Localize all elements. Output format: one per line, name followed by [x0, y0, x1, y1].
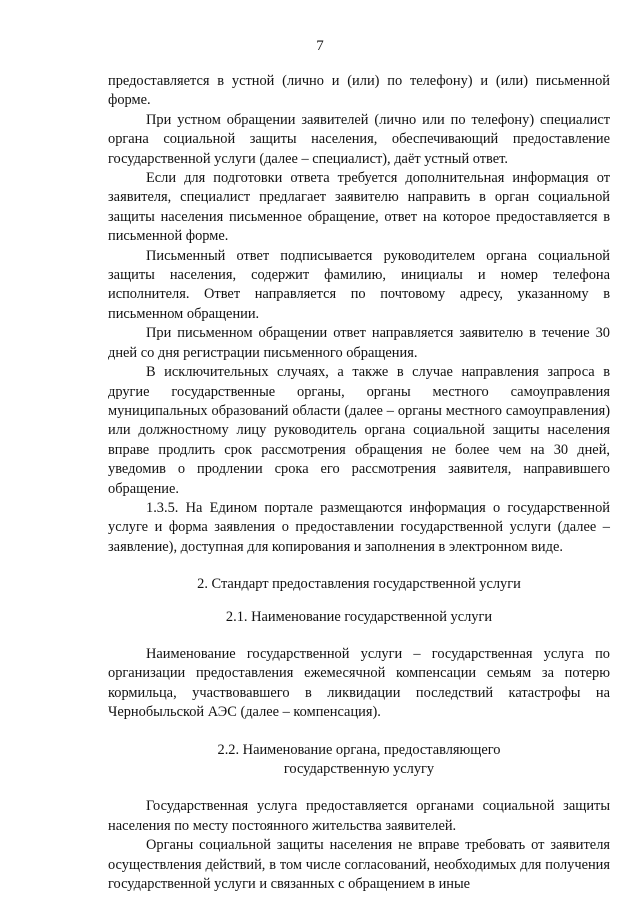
paragraph: Государственная услуга предоставляется органами социальной защиты населения по месту постоянного жительства заявителей.: [108, 798, 610, 834]
paragraph: Органы социальной защиты населения не вправе требовать от заявителя осуществления действий, в том числе согласований, необходимых для получения государственной услуги и связанных с обращением в иные: [108, 837, 610, 893]
paragraph: 1.3.5. На Едином портале размещаются информация о государственной услуге и форма заявления о предоставлении государственной услуги (далее – заявление), доступная для копирования и заполнения в электронном виде.: [108, 499, 610, 555]
page-number: 7: [316, 38, 324, 54]
section-heading: 2. Стандарт предоставления государственной услуги: [197, 576, 521, 593]
subsection-heading: 2.1. Наименование государственной услуги: [225, 608, 493, 625]
subsection-heading-line: 2.2. Наименование органа, предоставляющего: [217, 741, 501, 758]
subsection-heading-line: государственную услугу: [283, 761, 435, 777]
paragraph: предоставляется в устной (лично и (или) по телефону) и (или) письменной форме.: [108, 73, 610, 109]
document-body: [108, 72, 610, 894]
subsection-heading: [108, 741, 610, 780]
paragraph: Письменный ответ подписывается руководителем органа социальной защиты населения, содержит фамилию, инициалы и номер телефона исполнителя. Ответ направляется по почтовому адресу, указанному в письменном обращении.: [108, 247, 610, 322]
paragraph: Если для подготовки ответа требуется дополнительная информация от заявителя, специалист предлагает заявителю направить в орган социальной защиты населения письменное обращение, ответ на которое предоставляется в письменной форме.: [108, 170, 610, 245]
paragraph: Наименование государственной услуги – государственная услуга по организации предоставления ежемесячной компенсации семьям за потерю кормильца, участвовавшего в ликвидации последствий катастрофы на Чернобыльской АЭС (далее – компенсация).: [108, 645, 610, 721]
paragraph: В исключительных случаях, а также в случае направления запроса в другие государственные органы, органы местного самоуправления муниципальных образований области (далее – органы местного самоуправления) или должностному лицу руководитель органа социальной защиты населения вправе продлить срок рассмотрения обращения не более чем на 30 дней, уведомив о продлении срока его рассмотрения заявителя, направившего обращение.: [108, 364, 610, 497]
paragraph: При устном обращении заявителей (лично или по телефону) специалист органа социальной защиты населения, обеспечивающий предоставление государственной услуги (далее – специалист), даёт устный ответ.: [108, 111, 610, 167]
paragraph: При письменном обращении ответ направляется заявителю в течение 30 дней со дня регистрации письменного обращения.: [108, 325, 610, 361]
